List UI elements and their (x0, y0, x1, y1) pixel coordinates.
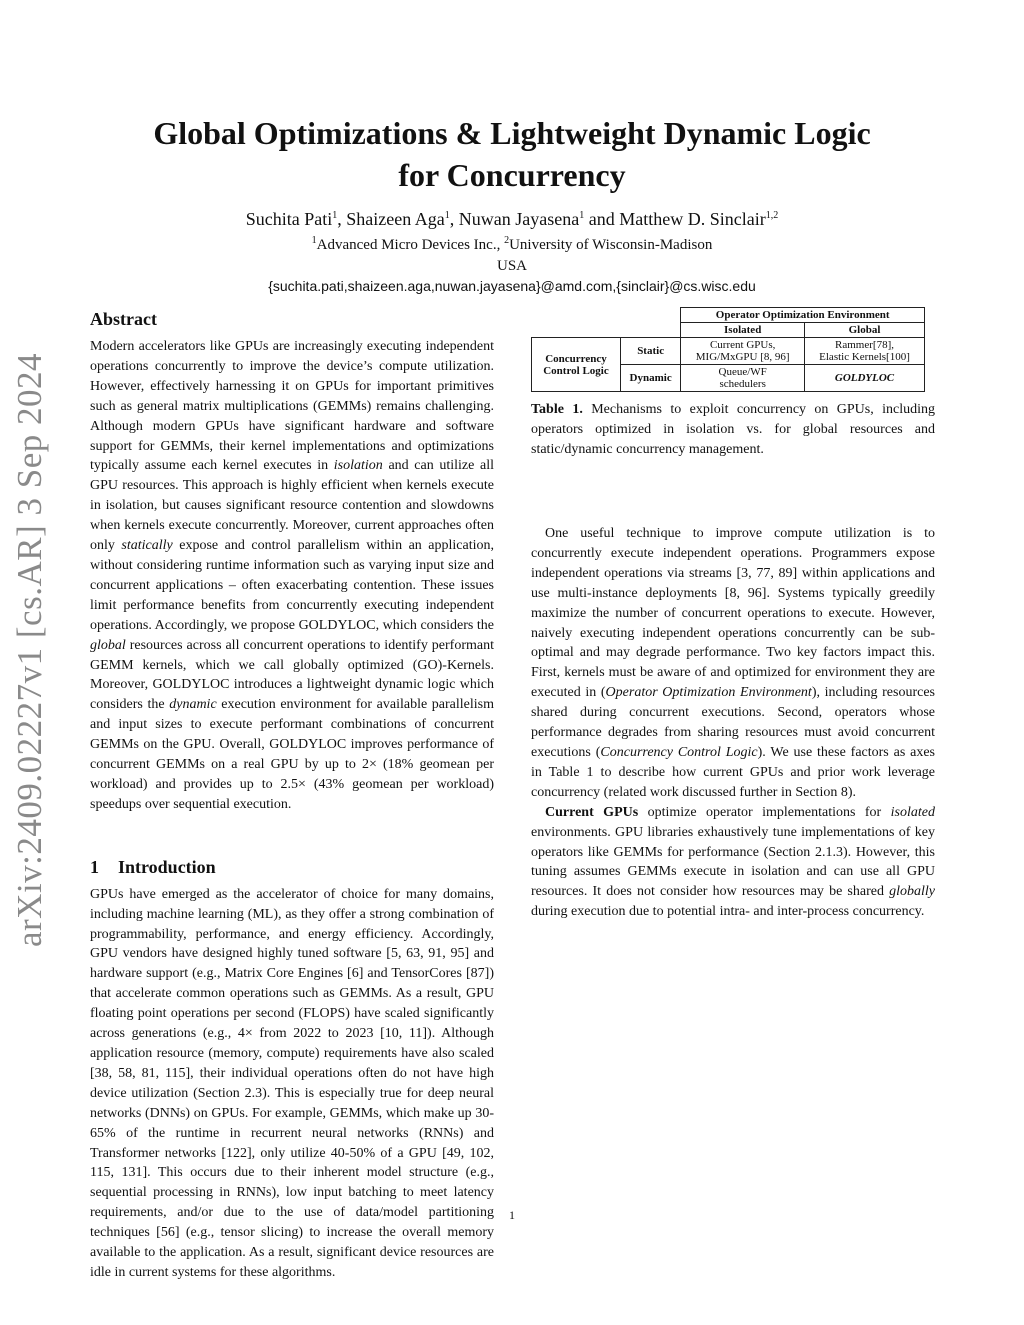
author-affil-sup: 1 (579, 210, 585, 221)
title-line-2: for Concurrency (398, 157, 626, 193)
affil-sup-1: 1 (311, 235, 317, 246)
cell-line: Current GPUs, (709, 339, 776, 351)
table-row-group (532, 338, 621, 392)
arxiv-stamp-text: arXiv:2409.02227v1 [cs.AR] 3 Sep 2024 (10, 352, 50, 948)
text-emphasis: Concurrency Control Logic (600, 744, 758, 760)
table-corner (532, 308, 681, 323)
abstract-run: expose and control parallelism within an application, without considering runtime information such as varying input size and concurrent applications – often exacerbating contention. These issues limit performance benefits from concurrently executing independent operations. Accordingly, we propose GOLDYLOC, which considers the (90, 538, 495, 633)
section-number: 1 (90, 856, 99, 877)
text-run: ). We use these factors as axes in Table 1 to describe how current GPUs and prior work leverage concurrency (related work discussed further in Section 8). (531, 744, 935, 800)
abstract-emphasis: isolation (333, 458, 383, 474)
author-affil-sup: 1,2 (765, 210, 779, 221)
section-spacer (90, 815, 494, 855)
table-row-static: Static (620, 338, 680, 365)
table-cell-goldyloc: GOLDYLOC (805, 365, 925, 392)
cell-line: Elastic Kernels[100] (819, 351, 910, 363)
introduction-heading (90, 855, 494, 879)
author-name: Shaizeen Aga (346, 209, 445, 229)
affil-org-2: University of Wisconsin-Madison (509, 237, 713, 253)
affil-sup-2: 2 (504, 235, 510, 246)
author-name: Matthew D. Sinclair (619, 209, 766, 229)
left-column (90, 307, 494, 1283)
table-col-global: Global (805, 323, 925, 338)
table-row-dynamic: Dynamic (620, 365, 680, 392)
country: USA (496, 258, 527, 274)
abstract-run: execution environment for available parallelism and input sizes to execute performant combinations of concurrent GEMMs on the GPU. Overall, GOLDYLOC improves performance of concurrent GEMMs on a real GPU by up to 2× (18% geomean per workload) and provides up to 2.5× (43% geomean per workload) speedups over sequential execution. (90, 697, 495, 812)
author-separator: , (337, 209, 347, 229)
cell-line: Rammer[78], (835, 339, 894, 351)
author-name: Nuwan Jayasena (458, 209, 580, 229)
table-cell (681, 338, 805, 365)
table-col-isolated: Isolated (681, 323, 805, 338)
operator-table (531, 307, 925, 392)
author-emails: {suchita.pati,shaizeen.aga,nuwan.jayasena}@amd.com,{sinclair}@cs.wisc.edu (268, 278, 756, 294)
intro-paragraph-1: GPUs have emerged as the accelerator of choice for many domains, including machine learning (ML), as they offer a strong combination of programmability, performance, and energy efficiency. Accordingly, GPU vendors have designed highly tuned software [5, 63, 91, 95] and hardware support (e.g., Matrix Core Engines [6] and TensorCores [87]) that accelerate common operations such as GEMMs. As a result, GPU floating point operations per second (FLOPS) have scaled significantly across generations (e.g., 4× from 2022 to 2023 [10, 11]). Although application resource (memory, compute) requirements have also scaled [38, 58, 81, 115], their individual operations often do not have high device utilization (Section 2.3). This is especially true for deep neural networks (DNNs) on GPUs. For example, GEMMs, which make up 30-65% of the runtime in recurrent neural networks (RNNs) and Transformer networks [122], only utilize 40-50% of a GPU [49, 102, 115, 131]. This occurs due to their inherent model structure (e.g., sequential processing in RNNs), low input batching to meet latency requirements, and/or due to the use of data/model partitioning techniques [56] (e.g., tensor slicing) to increase the overall memory available to the application. As a result, significant device resources are idle in current systems for these algorithms. (90, 886, 494, 1280)
author-and: and (584, 209, 620, 229)
section-title: Introduction (118, 856, 216, 877)
text-emphasis: Operator Optimization Environment (605, 685, 812, 701)
abstract-text (90, 337, 494, 815)
row-group-line: Control Logic (543, 364, 609, 377)
paper-title (90, 112, 934, 196)
arxiv-stamp (8, 352, 52, 948)
intro-paragraph-3 (531, 803, 935, 922)
text-run: optimize operator implementations for (638, 804, 891, 820)
abstract-run: and can utilize all GPU resources. This approach is highly efficient when kernels execute in isolation, but causes significant resource contention and slowdowns when kernels execute concurrently. Moreover, current approaches often only (90, 458, 494, 554)
author-affil-sup: 1 (444, 210, 450, 221)
author-name: Suchita Pati (245, 209, 333, 229)
text-run: environments. GPU libraries exhaustively tune implementations of key operators like GEMMs for performance (Section 2.1.3). However, this tuning assumes GEMMs execute in isolation and can use all GPU resources. It does not consider how resources may be shared (531, 824, 935, 900)
cell-line: schedulers (719, 378, 766, 390)
paragraph-lead: Current GPUs (545, 804, 639, 820)
text-emphasis: isolated (890, 804, 936, 820)
table-header-group: Operator Optimization Environment (681, 308, 925, 323)
affiliations (90, 235, 934, 255)
caption-text: Mechanisms to exploit concurrency on GPUs, including operators optimized in isolation vs. for global resources and static/dynamic concurrency management. (531, 402, 935, 457)
table-cell (805, 338, 925, 365)
abstract-heading: Abstract (90, 309, 157, 329)
text-run: One useful technique to improve compute utilization is to concurrently execute independent operations. Programmers expose independent operations via streams [3, 77, 89] within applications and use multi-instance deployments [8, 96]. Systems typically greedily maximize the number of concurrent operations to execute. However, naively executing independent operations concurrently can be sub-optimal and may degrade performance. Two key factors impact this. First, kernels must be aware of and optimized for environment they are executed in ( (531, 526, 935, 701)
table-cell (681, 365, 805, 392)
cell-line: MIG/MxGPU [8, 96] (695, 351, 790, 363)
intro-paragraph-2 (531, 524, 935, 803)
table-1 (531, 307, 935, 474)
text-run: during execution due to potential intra- and inter-process concurrency. (531, 904, 925, 920)
title-line-1: Global Optimizations & Lightweight Dynamic Logic (153, 115, 871, 151)
page-number: 1 (509, 1208, 515, 1222)
caption-label: Table 1. (531, 402, 583, 417)
affil-org-1: Advanced Micro Devices Inc., (316, 237, 505, 253)
author-separator: , (449, 209, 459, 229)
author-affil-sup: 1 (332, 210, 338, 221)
table-caption (531, 400, 935, 460)
row-group-line: Concurrency (545, 352, 607, 365)
abstract-emphasis: dynamic (169, 697, 217, 713)
abstract-emphasis: global (90, 637, 126, 653)
text-emphasis: globally (889, 884, 935, 900)
abstract-run: resources across all concurrent operations to identify performant GEMM kernels, which we call globally optimized (GO)-Kernels. Moreover, GOLDYLOC introduces a lightweight dynamic logic which considers the (90, 637, 494, 713)
text-run: ), including resources shared during concurrent executions. Second, operators whose performance degrades from sharing resources must avoid concurrent executions ( (531, 685, 935, 760)
table-corner (532, 323, 681, 338)
abstract-run: Modern accelerators like GPUs are increasingly executing independent operations concurrently to improve the device’s compute utilization. However, effectively harnessing it on GPUs for important primitives such as general matrix multiplications (GEMMs) remains challenging. Although modern GPUs have significant hardware and software support for GEMMs, their kernel implementations and optimizations typically assume each kernel executes in (90, 339, 494, 474)
cell-line: Queue/WF (718, 366, 767, 378)
abstract-emphasis: statically (121, 538, 173, 554)
right-column (531, 524, 935, 922)
author-list (90, 208, 934, 230)
